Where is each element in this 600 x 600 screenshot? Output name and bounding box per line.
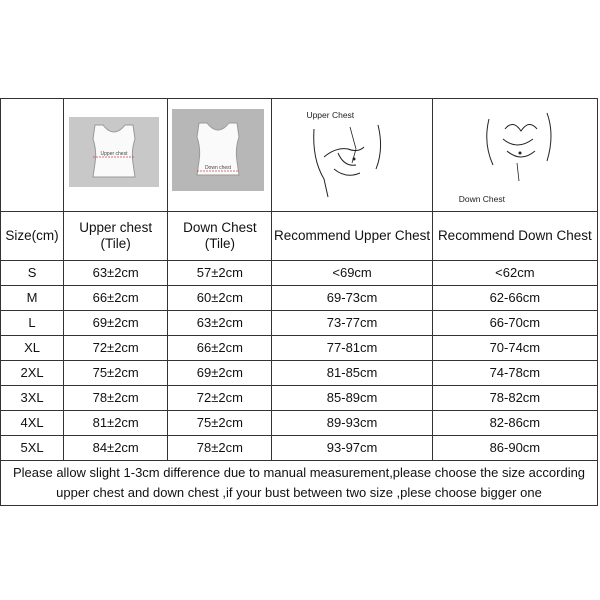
- svg-text:Upper chest: Upper chest: [100, 151, 128, 157]
- upper-chest-cell: 69±2cm: [64, 311, 168, 336]
- recommend-upper-cell: 93-97cm: [272, 436, 432, 461]
- down-chest-cell: 60±2cm: [168, 286, 272, 311]
- recommend-upper-cell: 81-85cm: [272, 361, 432, 386]
- down-chest-header: Down Chest (Tile): [168, 212, 272, 261]
- size-cell: M: [1, 286, 64, 311]
- down-chest-photo-cell: [168, 99, 272, 212]
- upper-chest-cell: 75±2cm: [64, 361, 168, 386]
- size-header: Size(cm): [1, 212, 64, 261]
- upper-chest-sketch-cell: [272, 99, 432, 212]
- size-cell: 2XL: [1, 361, 64, 386]
- recommend-upper-cell: 77-81cm: [272, 336, 432, 361]
- down-chest-cell: 75±2cm: [168, 411, 272, 436]
- recommend-upper-cell: 69-73cm: [272, 286, 432, 311]
- recommend-down-cell: 82-86cm: [432, 411, 597, 436]
- down-chest-cell: 63±2cm: [168, 311, 272, 336]
- size-cell: 3XL: [1, 386, 64, 411]
- recommend-upper-cell: <69cm: [272, 261, 432, 286]
- table-row: [1, 286, 598, 311]
- header-row: [1, 212, 598, 261]
- down-chest-sketch-cell: [432, 99, 597, 212]
- size-table: [0, 98, 598, 506]
- recommend-upper-cell: 89-93cm: [272, 411, 432, 436]
- recommend-upper-cell: 85-89cm: [272, 386, 432, 411]
- image-row: [1, 99, 598, 212]
- upper-chest-cell: 66±2cm: [64, 286, 168, 311]
- upper-chest-header: Upper chest (Tile): [64, 212, 168, 261]
- recommend-down-cell: 70-74cm: [432, 336, 597, 361]
- down-chest-cell: 69±2cm: [168, 361, 272, 386]
- recommend-down-cell: 78-82cm: [432, 386, 597, 411]
- recommend-down-cell: 62-66cm: [432, 286, 597, 311]
- size-cell: XL: [1, 336, 64, 361]
- table-row: [1, 311, 598, 336]
- recommend-upper-cell: 73-77cm: [272, 311, 432, 336]
- size-chart: [0, 98, 600, 500]
- upper-chest-cell: 63±2cm: [64, 261, 168, 286]
- recommend-down-cell: 74-78cm: [432, 361, 597, 386]
- down-chest-cell: 57±2cm: [168, 261, 272, 286]
- crop-top-photo-icon: [69, 117, 159, 187]
- upper-chest-label: Upper Chest: [306, 110, 355, 120]
- upper-chest-cell: 78±2cm: [64, 386, 168, 411]
- upper-chest-cell: 81±2cm: [64, 411, 168, 436]
- size-cell: 5XL: [1, 436, 64, 461]
- size-cell: 4XL: [1, 411, 64, 436]
- table-row: [1, 336, 598, 361]
- measurement-note: Please allow slight 1-3cm difference due to manual measurement,please choose the size according upper chest and down chest ,if your bust between two size ,plese choose bigger one: [1, 461, 598, 506]
- crop-top-photo-icon: [172, 109, 264, 191]
- recommend-down-header: Recommend Down Chest: [432, 212, 597, 261]
- upper-chest-photo-cell: [64, 99, 168, 212]
- down-chest-label: Down Chest: [458, 194, 506, 204]
- down-chest-cell: 72±2cm: [168, 386, 272, 411]
- blank-corner-cell: [1, 99, 64, 212]
- recommend-down-cell: <62cm: [432, 261, 597, 286]
- upper-chest-cell: 84±2cm: [64, 436, 168, 461]
- size-cell: L: [1, 311, 64, 336]
- recommend-down-cell: 66-70cm: [432, 311, 597, 336]
- table-row: [1, 361, 598, 386]
- torso-sketch-icon: [294, 119, 404, 201]
- table-row: [1, 411, 598, 436]
- svg-text:Down chest: Down chest: [205, 165, 232, 171]
- torso-sketch-icon: [467, 105, 577, 189]
- recommend-upper-header: Recommend Upper Chest: [272, 212, 432, 261]
- upper-chest-cell: 72±2cm: [64, 336, 168, 361]
- table-row: [1, 386, 598, 411]
- table-row: [1, 436, 598, 461]
- down-chest-cell: 78±2cm: [168, 436, 272, 461]
- table-row: [1, 261, 598, 286]
- note-row: [1, 461, 598, 506]
- down-chest-cell: 66±2cm: [168, 336, 272, 361]
- recommend-down-cell: 86-90cm: [432, 436, 597, 461]
- size-cell: S: [1, 261, 64, 286]
